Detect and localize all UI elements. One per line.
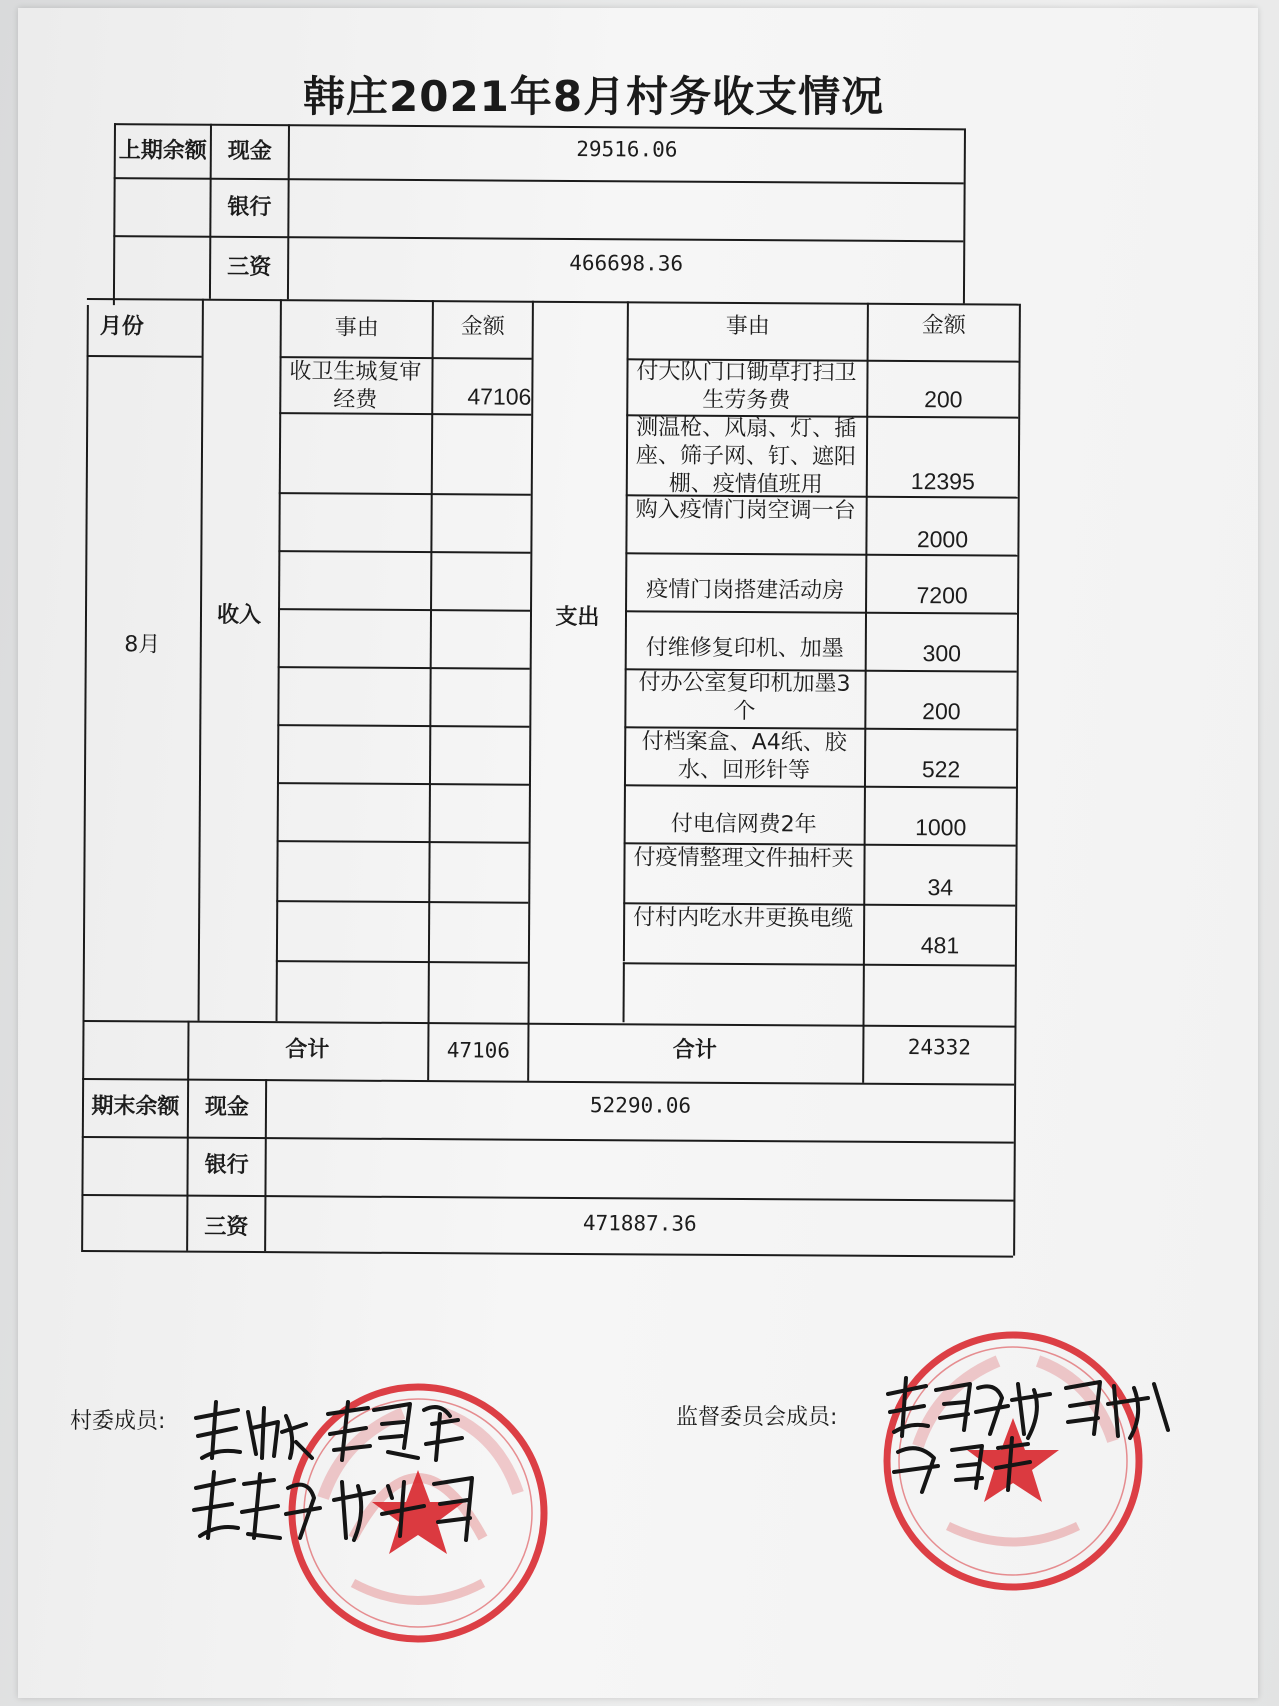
expense-total-value: 24332 [907,1035,972,1060]
closing-assets-label: 三资 [204,1214,249,1240]
page-title: 韩庄2021年8月村务收支情况 [303,72,885,121]
opening-bank-label: 银行 [227,194,272,221]
closing-balance-label: 期末余额 [91,1094,180,1120]
opening-bank-value [290,194,964,198]
closing-cash-value: 52290.06 [589,1093,692,1118]
opening-assets-value: 466698.36 [569,250,684,276]
closing-bank-label: 银行 [204,1152,249,1179]
expense-row-reason: 付电信网费2年 [670,811,817,838]
expense-row-reason: 疫情门岗搭建活动房 [646,577,845,604]
expense-row-amount: 522 [921,756,961,783]
expense-reason-header: 事由 [725,313,770,340]
expense-row-amount: 34 [927,874,954,901]
expense-row-reason: 付维修复印机、加墨 [645,635,844,662]
income-label: 收入 [216,602,262,629]
expense-total-label: 合计 [672,1037,717,1063]
expense-row-reason: 付疫情整理文件抽杆夹 [633,845,854,872]
expense-row-reason: 付办公室复印机加墨3个 [638,670,851,725]
expense-label: 支出 [555,604,600,631]
expense-row-amount: 1000 [915,814,967,841]
income-total-value: 47106 [446,1038,511,1063]
opening-assets-label: 三资 [227,254,272,281]
opening-cash-label: 现金 [227,138,272,165]
expense-row-amount: 200 [924,386,963,413]
expense-row-amount: 300 [922,640,962,667]
expense-row-reason: 付村内吃水井更换电缆 [633,905,854,932]
expense-row-reason: 付大队门口锄草打扫卫生劳务费 [636,359,857,414]
opening-cash-value: 29516.06 [576,136,678,162]
expense-row-amount: 2000 [916,526,969,553]
expense-row-amount: 481 [920,932,960,959]
closing-cash-label: 现金 [204,1094,250,1121]
expense-amount-header: 金额 [921,313,966,339]
supervision-members-label: 监督委员会成员: [676,1405,838,1430]
opening-balance-label: 上期余额 [118,138,207,164]
income-row-amount: 47106 [467,383,532,410]
committee-signatures [178,1388,518,1558]
expense-row-amount: 7200 [916,582,968,609]
income-total-label: 合计 [285,1037,330,1063]
paper-sheet [18,8,1258,1698]
income-row-reason: 收卫生城复审经费 [289,359,422,413]
expense-row-amount: 12395 [910,468,975,495]
closing-bank-value [267,1152,1014,1157]
income-reason-header: 事由 [334,315,379,341]
closing-assets-value: 471887.36 [582,1211,697,1236]
expense-row-reason: 测温枪、风扇、灯、插座、筛子网、钉、遮阳棚、疫情值班用 [635,415,857,498]
expense-row-reason: 购入疫情门岗空调一台 [635,497,856,524]
committee-members-label: 村委成员: [70,1409,166,1434]
income-amount-header: 金额 [460,314,505,340]
month-value: 8月 [124,632,161,658]
supervision-signatures [878,1368,1208,1498]
month-header: 月份 [99,314,144,340]
expense-row-amount: 200 [922,698,961,725]
expense-row-reason: 付档案盒、A4纸、胶水、回形针等 [641,729,847,784]
ledger-table [80,123,1108,1374]
